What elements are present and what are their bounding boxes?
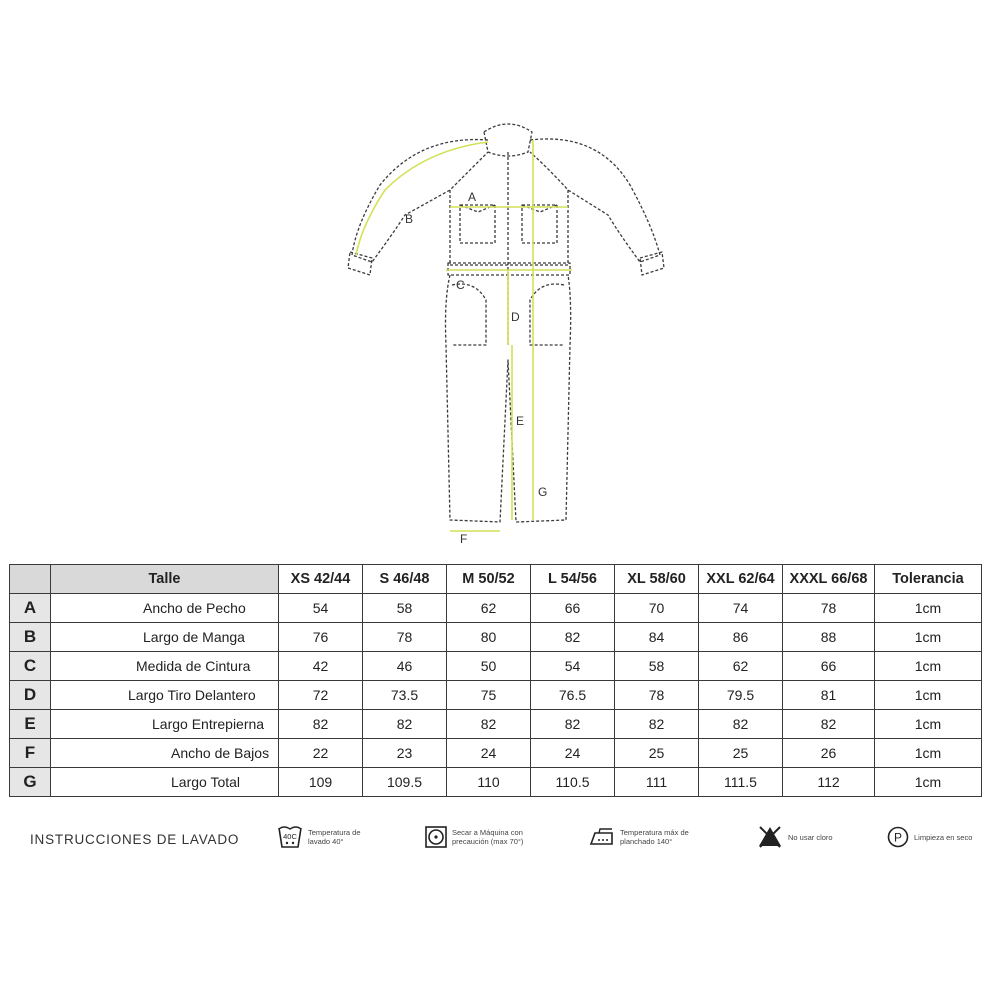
dry-clean-badge: P	[893, 830, 903, 845]
cell-xs: 72	[279, 681, 363, 710]
row-label: Ancho de Bajos	[51, 739, 279, 768]
cell-xxxl: 66	[783, 652, 875, 681]
cell-m: 82	[447, 710, 531, 739]
size-header-xs: XS 42/44	[279, 565, 363, 594]
row-label: Ancho de Pecho	[51, 594, 279, 623]
table-corner-cell	[10, 565, 51, 594]
no-bleach-icon	[756, 822, 784, 852]
cell-xl: 111	[615, 768, 699, 797]
size-header-label: Talle	[51, 565, 279, 594]
cell-xxxl: 26	[783, 739, 875, 768]
cell-m: 62	[447, 594, 531, 623]
size-header-xl: XL 58/60	[615, 565, 699, 594]
table-row	[10, 710, 982, 739]
cell-s: 58	[363, 594, 447, 623]
cell-xxxl: 81	[783, 681, 875, 710]
table-row	[10, 768, 982, 797]
wash-40-badge: 40C	[283, 832, 297, 841]
cell-s: 78	[363, 623, 447, 652]
tumble-dry-icon	[424, 822, 448, 852]
cell-xxl: 62	[699, 652, 783, 681]
iron-line-2: planchado 140°	[620, 837, 673, 846]
row-label: Largo Entrepierna	[51, 710, 279, 739]
cell-xs: 22	[279, 739, 363, 768]
cell-xs: 54	[279, 594, 363, 623]
wash-40-line-2: lavado 40°	[308, 837, 344, 846]
diagram-label-b: B	[405, 212, 414, 226]
cell-l: 54	[531, 652, 615, 681]
iron-line-1: Temperatura máx de	[620, 828, 689, 837]
cell-m: 80	[447, 623, 531, 652]
row-letter: G	[10, 768, 51, 797]
cell-m: 50	[447, 652, 531, 681]
cell-l: 82	[531, 623, 615, 652]
cell-tolerance: 1cm	[875, 594, 982, 623]
cell-tolerance: 1cm	[875, 681, 982, 710]
dry-clean-p-icon	[886, 822, 910, 852]
size-header-l: L 54/56	[531, 565, 615, 594]
size-header-xxl: XXL 62/64	[699, 565, 783, 594]
no-bleach-line-1: No usar cloro	[788, 832, 833, 842]
cell-s: 73.5	[363, 681, 447, 710]
cell-s: 23	[363, 739, 447, 768]
no-bleach-item	[756, 822, 833, 852]
cell-xs: 42	[279, 652, 363, 681]
diagram-label-g: G	[538, 485, 548, 499]
row-letter: A	[10, 594, 51, 623]
cell-xxl: 86	[699, 623, 783, 652]
cell-tolerance: 1cm	[875, 652, 982, 681]
dry-clean-item	[886, 822, 972, 852]
wash-40-icon	[276, 822, 304, 852]
dry-clean-line-1: Limpieza en seco	[914, 832, 973, 842]
table-row	[10, 681, 982, 710]
row-letter: D	[10, 681, 51, 710]
row-label: Medida de Cintura	[51, 652, 279, 681]
table-body	[10, 594, 982, 797]
diagram-label-f: F	[460, 532, 468, 546]
cell-s: 82	[363, 710, 447, 739]
diagram-label-c: C	[456, 278, 465, 292]
cell-xs: 109	[279, 768, 363, 797]
cell-xxl: 74	[699, 594, 783, 623]
cell-xxl: 82	[699, 710, 783, 739]
cell-xl: 78	[615, 681, 699, 710]
tolerance-header: Tolerancia	[875, 565, 982, 594]
cell-m: 110	[447, 768, 531, 797]
cell-xl: 82	[615, 710, 699, 739]
cell-xs: 82	[279, 710, 363, 739]
cell-xxxl: 78	[783, 594, 875, 623]
wash-40-item	[276, 822, 361, 852]
row-letter: C	[10, 652, 51, 681]
row-label: Largo Total	[51, 768, 279, 797]
cell-xxl: 79.5	[699, 681, 783, 710]
size-header-m: M 50/52	[447, 565, 531, 594]
iron-icon	[588, 822, 616, 852]
iron-item	[588, 822, 689, 852]
cell-xxl: 25	[699, 739, 783, 768]
size-header-s: S 46/48	[363, 565, 447, 594]
row-label: Largo de Manga	[51, 623, 279, 652]
cell-l: 110.5	[531, 768, 615, 797]
diagram-label-e: E	[516, 414, 525, 428]
row-letter: F	[10, 739, 51, 768]
cell-s: 46	[363, 652, 447, 681]
size-header-xxxl: XXXL 66/68	[783, 565, 875, 594]
row-letter: B	[10, 623, 51, 652]
diagram-label-a: A	[468, 190, 477, 204]
tumble-dry-line-1: Secar a Máquina con	[452, 828, 523, 837]
cell-l: 76.5	[531, 681, 615, 710]
cell-xxxl: 82	[783, 710, 875, 739]
cell-xxl: 111.5	[699, 768, 783, 797]
cell-m: 24	[447, 739, 531, 768]
washing-instructions-title: INSTRUCCIONES DE LAVADO	[30, 832, 240, 847]
table-row	[10, 652, 982, 681]
diagram-label-d: D	[511, 310, 520, 324]
cell-xxxl: 88	[783, 623, 875, 652]
cell-l: 24	[531, 739, 615, 768]
row-letter: E	[10, 710, 51, 739]
cell-s: 109.5	[363, 768, 447, 797]
cell-tolerance: 1cm	[875, 768, 982, 797]
row-label: Largo Tiro Delantero	[51, 681, 279, 710]
cell-tolerance: 1cm	[875, 623, 982, 652]
cell-tolerance: 1cm	[875, 739, 982, 768]
tumble-dry-item	[424, 822, 523, 852]
cell-m: 75	[447, 681, 531, 710]
cell-xs: 76	[279, 623, 363, 652]
table-header-row	[10, 565, 982, 594]
table-row	[10, 623, 982, 652]
tumble-dry-line-2: precaución (max 70°)	[452, 837, 524, 846]
cell-xl: 84	[615, 623, 699, 652]
cell-xxxl: 112	[783, 768, 875, 797]
cell-l: 66	[531, 594, 615, 623]
cell-xl: 25	[615, 739, 699, 768]
wash-40-line-1: Temperatura de	[308, 828, 361, 837]
cell-tolerance: 1cm	[875, 710, 982, 739]
table-row	[10, 739, 982, 768]
cell-xl: 58	[615, 652, 699, 681]
size-table	[9, 564, 982, 797]
cell-l: 82	[531, 710, 615, 739]
cell-xl: 70	[615, 594, 699, 623]
table-row	[10, 594, 982, 623]
